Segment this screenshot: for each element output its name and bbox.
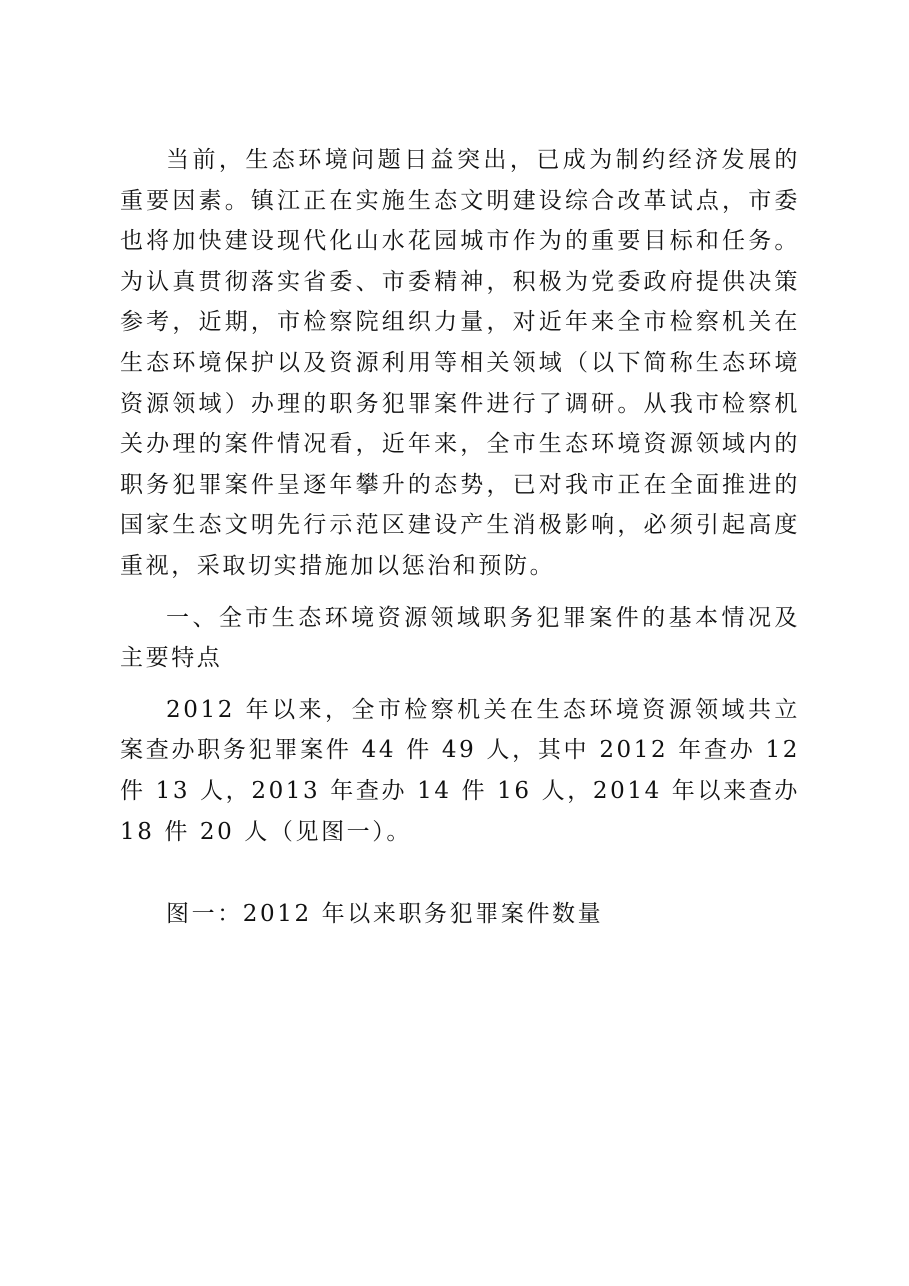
statistics-paragraph: 2012 年以来，全市检察机关在生态环境资源领域共立案查办职务犯罪案件 44 件 49 人，其中 2012 年查办 12 件 13 人，2013 年查办 14 件 16 人，2014 年以来查办 18 件 20 人（见图一）。: [120, 696, 800, 845]
figure-caption: 图一：2012 年以来职务犯罪案件数量: [166, 901, 604, 928]
document-body: [120, 140, 800, 935]
intro-paragraph: 当前，生态环境问题日益突出，已成为制约经济发展的重要因素。镇江正在实施生态文明建设综合改革试点，市委也将加快建设现代化山水花园城市作为的重要目标和任务。为认真贯彻落实省委、市委精神，积极为党委政府提供决策参考，近期，市检察院组织力量，对近年来全市检察机关在生态环境保护以及资源利用等相关领域（以下简称生态环境资源领域）办理的职务犯罪案件进行了调研。从我市检察机关办理的案件情况看，近年来，全市生态环境资源领域内的职务犯罪案件呈逐年攀升的态势，已对我市正在全面推进的国家生态文明先行示范区建设产生消极影响，必须引起高度重视，采取切实措施加以惩治和预防。: [120, 147, 800, 579]
section-heading: 一、全市生态环境资源领域职务犯罪案件的基本情况及主要特点: [120, 604, 800, 672]
